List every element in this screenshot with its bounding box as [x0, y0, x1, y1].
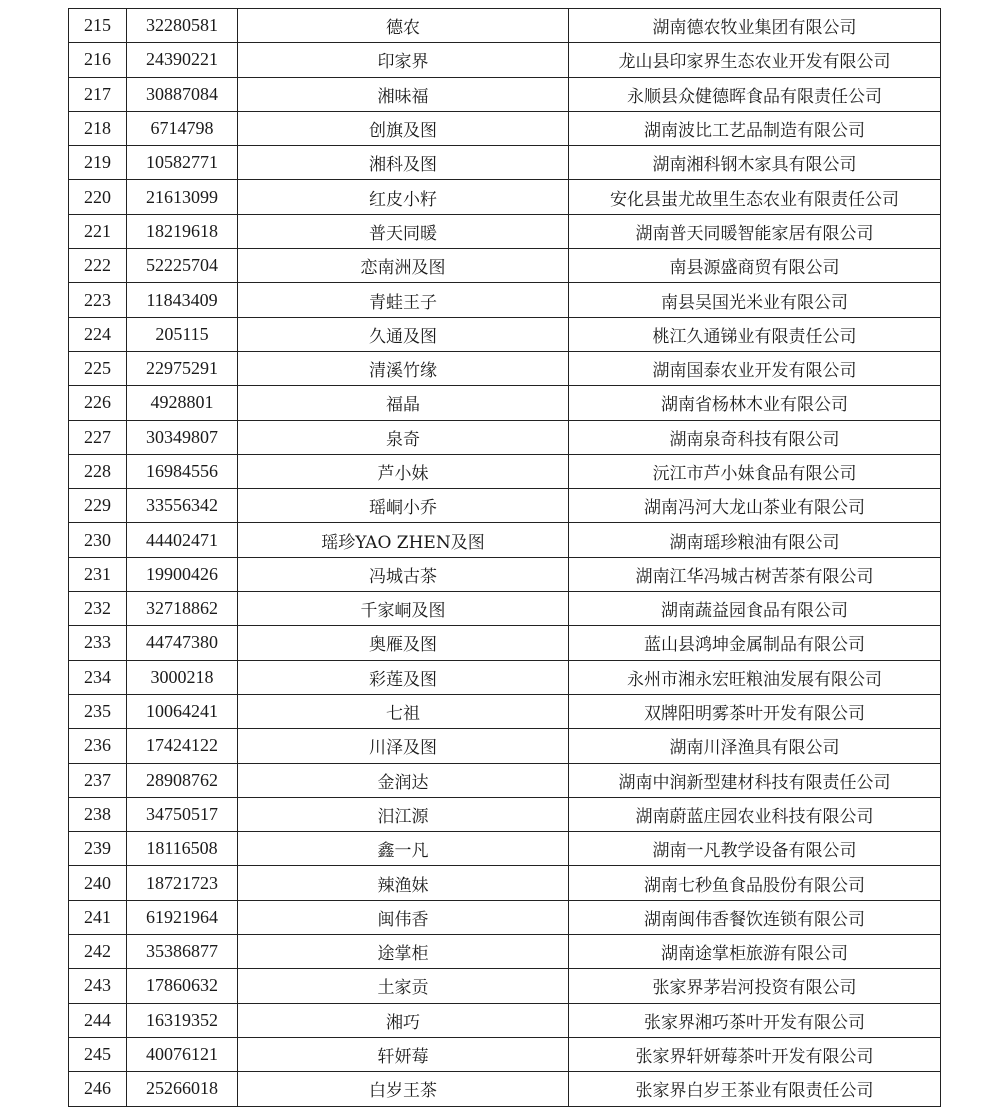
- registration-number: 10064241: [127, 694, 238, 728]
- trademark-name: 湘味福: [238, 77, 569, 111]
- registration-number: 34750517: [127, 797, 238, 831]
- row-number: 246: [69, 1072, 127, 1106]
- company-name: 永州市湘永宏旺粮油发展有限公司: [569, 660, 941, 694]
- trademark-name: 湘科及图: [238, 146, 569, 180]
- registration-number: 6714798: [127, 111, 238, 145]
- table-row: [69, 180, 941, 214]
- company-name: 南县源盛商贸有限公司: [569, 249, 941, 283]
- row-number: 215: [69, 9, 127, 43]
- table-row: [69, 592, 941, 626]
- row-number: 217: [69, 77, 127, 111]
- trademark-name: 泉奇: [238, 420, 569, 454]
- table-row: [69, 386, 941, 420]
- table-row: [69, 900, 941, 934]
- table-row: [69, 43, 941, 77]
- table-row: [69, 1072, 941, 1106]
- row-number: 233: [69, 626, 127, 660]
- row-number: 237: [69, 763, 127, 797]
- company-name: 湖南中润新型建材科技有限责任公司: [569, 763, 941, 797]
- company-name: 湖南德农牧业集团有限公司: [569, 9, 941, 43]
- row-number: 234: [69, 660, 127, 694]
- trademark-name: 创旗及图: [238, 111, 569, 145]
- registration-number: 24390221: [127, 43, 238, 77]
- table-row: [69, 111, 941, 145]
- trademark-name: 久通及图: [238, 317, 569, 351]
- row-number: 244: [69, 1003, 127, 1037]
- company-name: 湖南冯河大龙山茶业有限公司: [569, 489, 941, 523]
- row-number: 228: [69, 454, 127, 488]
- row-number: 221: [69, 214, 127, 248]
- trademark-name: 红皮小籽: [238, 180, 569, 214]
- trademark-list-page: [68, 8, 940, 1107]
- row-number: 235: [69, 694, 127, 728]
- table-row: [69, 523, 941, 557]
- table-row: [69, 935, 941, 969]
- registration-number: 21613099: [127, 180, 238, 214]
- row-number: 245: [69, 1037, 127, 1071]
- row-number: 219: [69, 146, 127, 180]
- trademark-name: 川泽及图: [238, 729, 569, 763]
- company-name: 湖南途掌柜旅游有限公司: [569, 935, 941, 969]
- registration-number: 10582771: [127, 146, 238, 180]
- registration-number: 61921964: [127, 900, 238, 934]
- trademark-name: 恋南洲及图: [238, 249, 569, 283]
- company-name: 湖南闽伟香餐饮连锁有限公司: [569, 900, 941, 934]
- trademark-name: 青蛙王子: [238, 283, 569, 317]
- trademark-name: 福晶: [238, 386, 569, 420]
- registration-number: 44402471: [127, 523, 238, 557]
- registration-number: 35386877: [127, 935, 238, 969]
- company-name: 张家界白岁王茶业有限责任公司: [569, 1072, 941, 1106]
- company-name: 永顺县众健德晖食品有限责任公司: [569, 77, 941, 111]
- company-name: 蓝山县鸿坤金属制品有限公司: [569, 626, 941, 660]
- row-number: 226: [69, 386, 127, 420]
- company-name: 双牌阳明雾茶叶开发有限公司: [569, 694, 941, 728]
- row-number: 229: [69, 489, 127, 523]
- company-name: 湖南一凡教学设备有限公司: [569, 832, 941, 866]
- row-number: 240: [69, 866, 127, 900]
- row-number: 239: [69, 832, 127, 866]
- registration-number: 30349807: [127, 420, 238, 454]
- trademark-name: 鑫一凡: [238, 832, 569, 866]
- company-name: 湖南泉奇科技有限公司: [569, 420, 941, 454]
- company-name: 湖南蔚蓝庄园农业科技有限公司: [569, 797, 941, 831]
- table-row: [69, 797, 941, 831]
- row-number: 243: [69, 969, 127, 1003]
- company-name: 张家界湘巧茶叶开发有限公司: [569, 1003, 941, 1037]
- trademark-name: 瑶珍YAO ZHEN及图: [238, 523, 569, 557]
- trademark-name: 湘巧: [238, 1003, 569, 1037]
- trademark-name: 德农: [238, 9, 569, 43]
- trademark-name: 辣渔妹: [238, 866, 569, 900]
- company-name: 湖南川泽渔具有限公司: [569, 729, 941, 763]
- table-row: [69, 420, 941, 454]
- company-name: 桃江久通锑业有限责任公司: [569, 317, 941, 351]
- trademark-name: 白岁王茶: [238, 1072, 569, 1106]
- registration-number: 22975291: [127, 351, 238, 385]
- company-name: 南县吴国光米业有限公司: [569, 283, 941, 317]
- trademark-table: [68, 8, 941, 1107]
- table-row: [69, 1037, 941, 1071]
- row-number: 220: [69, 180, 127, 214]
- row-number: 224: [69, 317, 127, 351]
- row-number: 238: [69, 797, 127, 831]
- trademark-name: 千家峒及图: [238, 592, 569, 626]
- registration-number: 28908762: [127, 763, 238, 797]
- registration-number: 3000218: [127, 660, 238, 694]
- table-row: [69, 146, 941, 180]
- company-name: 龙山县印家界生态农业开发有限公司: [569, 43, 941, 77]
- row-number: 222: [69, 249, 127, 283]
- trademark-name: 途掌柜: [238, 935, 569, 969]
- registration-number: 32280581: [127, 9, 238, 43]
- table-row: [69, 249, 941, 283]
- row-number: 232: [69, 592, 127, 626]
- trademark-name: 土家贡: [238, 969, 569, 1003]
- company-name: 湖南湘科钢木家具有限公司: [569, 146, 941, 180]
- registration-number: 4928801: [127, 386, 238, 420]
- row-number: 223: [69, 283, 127, 317]
- registration-number: 16984556: [127, 454, 238, 488]
- row-number: 241: [69, 900, 127, 934]
- table-row: [69, 9, 941, 43]
- trademark-name: 冯城古茶: [238, 557, 569, 591]
- trademark-name: 彩莲及图: [238, 660, 569, 694]
- registration-number: 40076121: [127, 1037, 238, 1071]
- registration-number: 205115: [127, 317, 238, 351]
- registration-number: 33556342: [127, 489, 238, 523]
- trademark-name: 金润达: [238, 763, 569, 797]
- trademark-name: 闽伟香: [238, 900, 569, 934]
- registration-number: 32718862: [127, 592, 238, 626]
- company-name: 湖南普天同暖智能家居有限公司: [569, 214, 941, 248]
- row-number: 231: [69, 557, 127, 591]
- row-number: 242: [69, 935, 127, 969]
- company-name: 湖南波比工艺品制造有限公司: [569, 111, 941, 145]
- table-row: [69, 1003, 941, 1037]
- registration-number: 18116508: [127, 832, 238, 866]
- company-name: 湖南江华冯城古树苦茶有限公司: [569, 557, 941, 591]
- table-row: [69, 214, 941, 248]
- row-number: 218: [69, 111, 127, 145]
- table-row: [69, 694, 941, 728]
- table-row: [69, 77, 941, 111]
- table-row: [69, 969, 941, 1003]
- row-number: 230: [69, 523, 127, 557]
- table-row: [69, 454, 941, 488]
- registration-number: 52225704: [127, 249, 238, 283]
- company-name: 沅江市芦小妹食品有限公司: [569, 454, 941, 488]
- registration-number: 17860632: [127, 969, 238, 1003]
- company-name: 湖南国泰农业开发有限公司: [569, 351, 941, 385]
- table-row: [69, 317, 941, 351]
- registration-number: 16319352: [127, 1003, 238, 1037]
- company-name: 湖南蔬益园食品有限公司: [569, 592, 941, 626]
- table-row: [69, 729, 941, 763]
- company-name: 张家界茅岩河投资有限公司: [569, 969, 941, 1003]
- table-row: [69, 351, 941, 385]
- company-name: 湖南瑶珍粮油有限公司: [569, 523, 941, 557]
- registration-number: 18219618: [127, 214, 238, 248]
- row-number: 236: [69, 729, 127, 763]
- company-name: 张家界轩妍莓茶叶开发有限公司: [569, 1037, 941, 1071]
- table-row: [69, 832, 941, 866]
- company-name: 安化县蚩尤故里生态农业有限责任公司: [569, 180, 941, 214]
- table-row: [69, 557, 941, 591]
- registration-number: 19900426: [127, 557, 238, 591]
- trademark-name: 轩妍莓: [238, 1037, 569, 1071]
- table-row: [69, 763, 941, 797]
- table-row: [69, 489, 941, 523]
- company-name: 湖南省杨林木业有限公司: [569, 386, 941, 420]
- trademark-name: 汨江源: [238, 797, 569, 831]
- registration-number: 30887084: [127, 77, 238, 111]
- registration-number: 18721723: [127, 866, 238, 900]
- trademark-name: 清溪竹缘: [238, 351, 569, 385]
- row-number: 216: [69, 43, 127, 77]
- row-number: 227: [69, 420, 127, 454]
- registration-number: 25266018: [127, 1072, 238, 1106]
- trademark-name: 芦小妹: [238, 454, 569, 488]
- registration-number: 11843409: [127, 283, 238, 317]
- company-name: 湖南七秒鱼食品股份有限公司: [569, 866, 941, 900]
- trademark-name: 瑶峒小乔: [238, 489, 569, 523]
- trademark-name: 奥雁及图: [238, 626, 569, 660]
- table-row: [69, 283, 941, 317]
- trademark-name: 印家界: [238, 43, 569, 77]
- table-row: [69, 660, 941, 694]
- trademark-name: 普天同暖: [238, 214, 569, 248]
- registration-number: 44747380: [127, 626, 238, 660]
- table-row: [69, 866, 941, 900]
- trademark-table-body: [69, 9, 941, 1107]
- row-number: 225: [69, 351, 127, 385]
- table-row: [69, 626, 941, 660]
- trademark-name: 七祖: [238, 694, 569, 728]
- registration-number: 17424122: [127, 729, 238, 763]
